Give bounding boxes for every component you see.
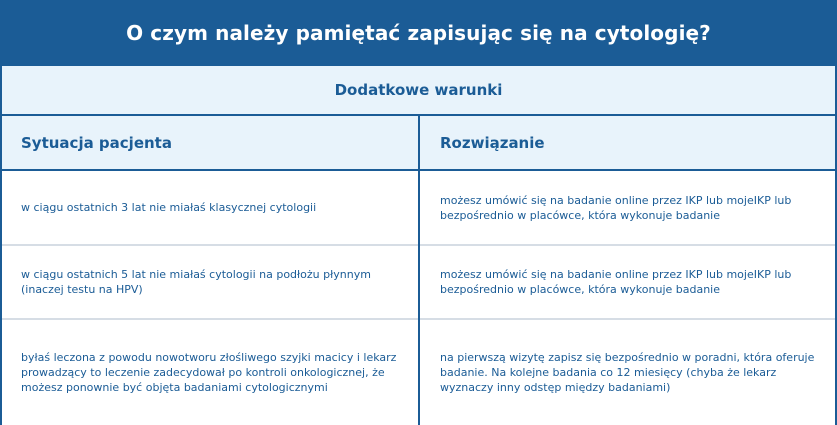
table-cell-situation [2, 171, 418, 244]
conditions-table [0, 66, 837, 425]
table-cell-solution [420, 245, 835, 318]
table-cell-situation [2, 319, 418, 425]
title-bar [0, 0, 837, 66]
section-title: Dodatkowe warunki [334, 81, 503, 99]
cell-text: byłaś leczona z powodu nowotworu złośliwego szyjki macicy i lekarz prowadzący to leczenie zadecydował po kontroli onkologicznej, że możesz ponownie być objęta badaniami cytologicznymi [21, 350, 397, 394]
page-title: O czym należy pamiętać zapisując się na cytologię? [126, 21, 711, 45]
cell-text: w ciągu ostatnich 5 lat nie miałaś cytologii na podłożu płynnym (inaczej testu na HPV) [21, 267, 371, 296]
table-section-header [2, 66, 835, 116]
cell-text: w ciągu ostatnich 3 lat nie miałaś klasycznej cytologii [21, 201, 317, 214]
cell-text: możesz umówić się na badanie online przez IKP lub mojeIKP lub bezpośrednio w placówce, która wykonuje badanie [440, 193, 792, 222]
column-header-label: Rozwiązanie [440, 133, 545, 152]
column-header-situation [2, 116, 418, 171]
table-cell-solution [420, 171, 835, 244]
column-header-solution [420, 116, 835, 171]
column-header-label: Sytuacja pacjenta [21, 133, 172, 152]
column-divider [418, 116, 420, 425]
table-cell-solution [420, 319, 835, 425]
table-cell-situation [2, 245, 418, 318]
cell-text: możesz umówić się na badanie online przez IKP lub mojeIKP lub bezpośrednio w placówce, która wykonuje badanie [440, 267, 792, 296]
cell-text: na pierwszą wizytę zapisz się bezpośrednio w poradni, która oferuje badanie. Na kolejne badania co 12 miesięcy (chyba że lekarz wyznaczy inny odstęp między badaniami) [440, 350, 815, 394]
